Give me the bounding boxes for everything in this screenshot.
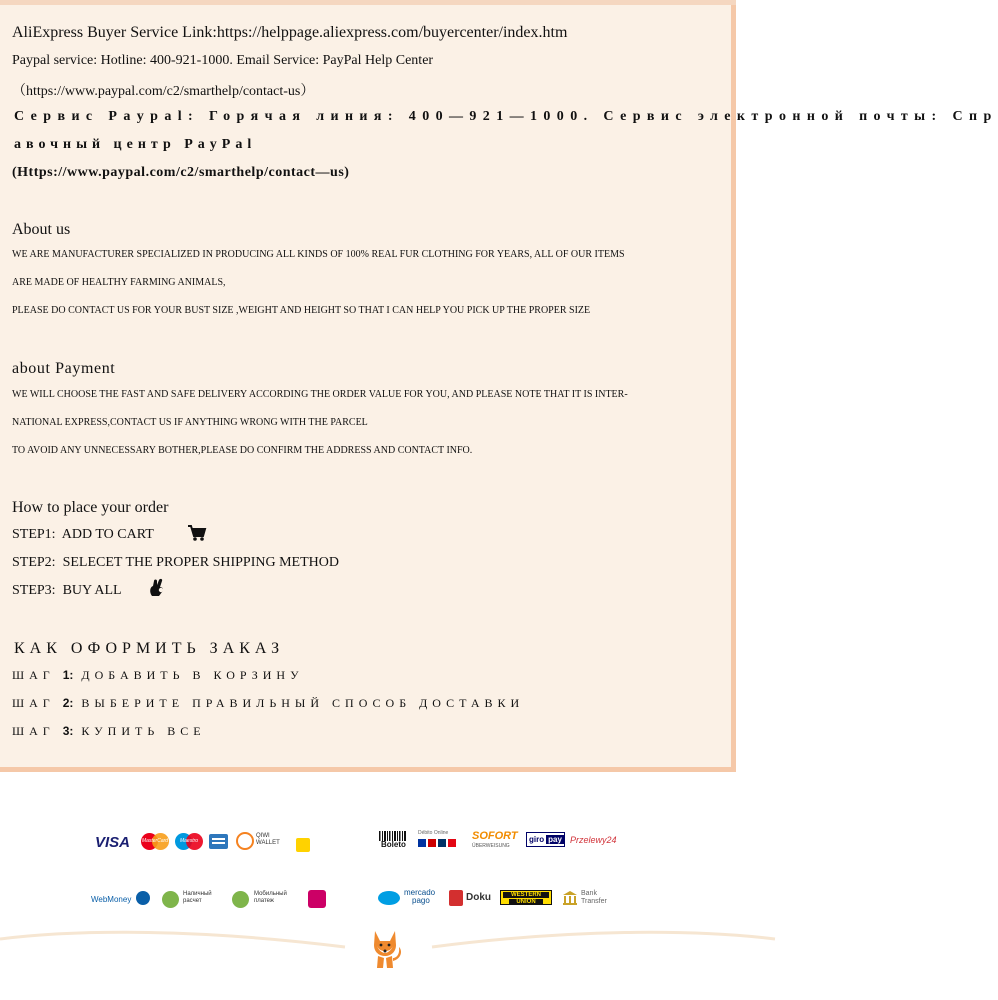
about-us-line2: ARE MADE OF HEALTHY FARMING ANIMALS, — [12, 277, 226, 288]
mobilny-label: Мобильный — [254, 891, 287, 897]
western-label: WESTERN — [503, 892, 549, 898]
ok-hand-icon — [148, 578, 166, 598]
order-step1-ru — [12, 668, 304, 683]
paypal-service-en: Paypal service: Hotline: 400-921-1000. Email Service: PayPal Help Center — [12, 53, 434, 68]
step-number: 3: — [62, 724, 74, 738]
about-payment-heading: about Payment — [12, 360, 116, 377]
step-word: ШАГ — [12, 724, 55, 738]
raschet-label: расчет — [183, 898, 202, 904]
about-payment-line3: TO AVOID ANY UNNECESSARY BOTHER,PLEASE DO CONFIRM THE ADDRESS AND CONTACT INFO. — [12, 445, 473, 456]
mercadopago-icon — [378, 891, 400, 905]
order-heading-en: How to place your order — [12, 499, 169, 516]
paypal-service-ru-line2: авочный центр PayPal — [14, 137, 257, 152]
about-payment-line1: WE WILL CHOOSE THE FAST AND SAFE DELIVERY ACCORDING THE ORDER VALUE FOR YOU, AND PLEASE NOTE THAT IT IS INTER- — [12, 389, 628, 400]
sofort-sublabel: ÜBERWEISUNG — [472, 843, 510, 849]
mercadopago-label — [404, 889, 435, 905]
boleto-label: Boleto — [381, 840, 406, 849]
transfer-label: Transfer — [581, 898, 607, 905]
mobile-payment-label — [254, 891, 287, 905]
step-number: 1: — [62, 668, 74, 682]
western-union-logo — [500, 890, 552, 905]
giropay-logo: giro pay — [526, 832, 565, 847]
step-text: КУПИТЬ ВСЕ — [81, 724, 206, 738]
aliexpress-service-link[interactable]: AliExpress Buyer Service Link:https://helppage.aliexpress.com/buyercenter/index.htm — [12, 24, 568, 41]
step-number: 2: — [62, 696, 74, 710]
yandex-money-icon — [296, 838, 310, 852]
step-word: ШАГ — [12, 668, 55, 682]
nalichny-label: Наличный — [183, 891, 212, 897]
step-text: ВЫБЕРИТЕ ПРАВИЛЬНЫЙ СПОСОБ ДОСТАВКИ — [81, 696, 525, 710]
webmoney-icon — [136, 891, 150, 905]
doku-label: Doku — [466, 892, 491, 903]
visa-logo: VISA — [95, 834, 131, 851]
order-step2-ru — [12, 696, 524, 711]
amex-logo — [209, 834, 228, 849]
union-label: UNION — [509, 899, 543, 905]
bank-icon — [562, 890, 578, 906]
cart-icon — [187, 524, 207, 542]
step-word: ШАГ — [12, 696, 55, 710]
step-text: ДОБАВИТЬ В КОРЗИНУ — [81, 668, 304, 682]
sofort-logo: SOFORT — [472, 830, 518, 842]
bank-icons — [418, 839, 462, 848]
cash-payment-label — [183, 891, 212, 905]
paypal-url-en[interactable]: （https://www.paypal.com/c2/smarthelp/contact-us） — [12, 84, 315, 99]
about-us-line1: WE ARE MANUFACTURER SPECIALIZED IN PRODUCING ALL KINDS OF 100% REAL FUR CLOTHING FOR YEARS, ALL OF OUR ITEMS — [12, 249, 625, 260]
fox-mascot-icon — [367, 925, 403, 971]
pago-label: pago — [412, 896, 430, 905]
przelewy24-logo: Przelewy24 — [570, 835, 617, 845]
wallet-label: WALLET — [256, 840, 280, 846]
panel-top-border — [0, 0, 736, 5]
left-wave-divider — [0, 925, 350, 955]
ideal-logo — [308, 890, 326, 908]
doku-icon — [449, 890, 463, 906]
qiwi-wallet-label — [256, 833, 280, 847]
order-step3-en: STEP3: BUY ALL — [12, 583, 122, 598]
order-step3-ru — [12, 724, 206, 739]
qiwi-label: QIWI — [256, 833, 270, 839]
paypal-service-ru-line1: Сервис Paypal: Горячая линия: 400—921—1000. Сервис электронной почты: Спр — [14, 109, 998, 124]
about-us-line3: PLEASE DO CONTACT US FOR YOUR BUST SIZE ,WEIGHT AND HEIGHT SO THAT I CAN HELP YOU PICK UP THE PROPER SIZE — [12, 305, 591, 316]
about-payment-line2: NATIONAL EXPRESS,CONTACT US IF ANYTHING WRONG WITH THE PARCEL — [12, 417, 368, 428]
bank-transfer-label — [581, 890, 607, 906]
debito-label: Débito Online — [418, 830, 449, 836]
right-wave-divider — [432, 925, 775, 955]
webmoney-logo: WebMoney — [91, 895, 132, 904]
mobile-payment-icon — [232, 891, 249, 908]
order-step1-en: STEP1: ADD TO CART — [12, 527, 154, 542]
order-heading-ru: КАК ОФОРМИТЬ ЗАКАЗ — [14, 640, 285, 657]
paypal-url-ru[interactable]: (Https://www.paypal.com/c2/smarthelp/contact—us) — [12, 165, 350, 180]
order-step2-en: STEP2: SELECET THE PROPER SHIPPING METHOD — [12, 555, 339, 570]
platezh-label: платеж — [254, 898, 274, 904]
bank-label: Bank — [581, 890, 597, 897]
about-us-heading: About us — [12, 221, 71, 238]
qiwi-icon — [236, 832, 254, 850]
mastercard-logo: MasterCard — [141, 833, 169, 850]
mercado-label: mercado — [404, 888, 436, 897]
cash-payment-icon — [162, 891, 179, 908]
maestro-logo: Maestro — [175, 833, 203, 850]
